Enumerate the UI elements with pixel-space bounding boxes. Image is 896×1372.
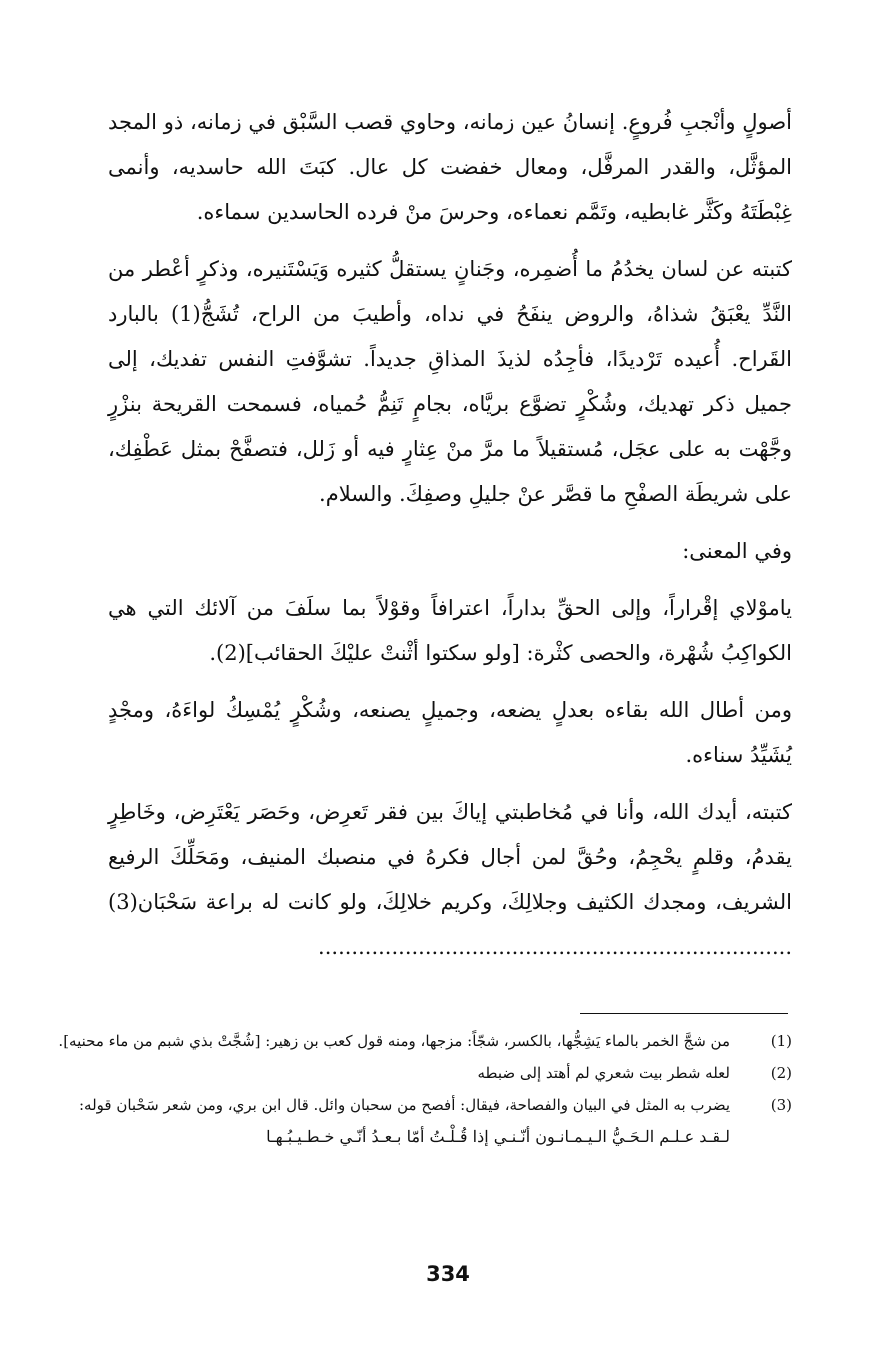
footnote xyxy=(52,1028,792,1054)
paragraph: ومن أطال الله بقاءه بعدلٍ يضعه، وجميلٍ يصنعه، وشُكْرٍ يُمْسِكُ لواءَهُ، ومجْدٍ يُشَيِّدُ سناءه. xyxy=(108,698,792,767)
paragraph: كتبته، أيدك الله، وأنا في مُخاطبتي إياكَ بين فقر تَعرِض، وحَصَر يَعْتَرِض، وخَاطِرٍ يقدمُ، وقلمٍ يحْجِمُ، وحُقَّ لمن أجال فكرهُ في منصبك المنيف، ومَحَلِّكَ الرفيع الشريف، ومجدك الكثيف وجلالِكَ، وكريم خلالِكَ، ولو كانت له براعة سَحْبَان(3) ....................................................................... xyxy=(108,800,792,959)
paragraph: ياموْلاي إقْراراً، وإلى الحقِّ بداراً، اعترافاً وقوْلاً بما سلَفَ من آلائك التي هي الكواكِبُ شُهْرة، والحصى كثْرة: [ولو سكتوا أثْنتْ عليْكَ الحقائب](2). xyxy=(108,596,792,665)
footnote-number: (3) xyxy=(770,1096,792,1114)
footnotes xyxy=(52,1028,792,1150)
footnote-number: (1) xyxy=(770,1032,792,1050)
paragraph: كتبته عن لسان يخدُمُ ما أُضمِره، وجَنانٍ يستقلُّ كثيره وَيَسْتَنيره، وذكرٍ أعْطر من النَّدِّ يعْبَقُ شذاهُ، والروض ينفَحُ في نداه، وأطيبَ من الراح، تُشَجُّ(1) بالبارد القَراح. أُعيده تَرْديدًا، فأجِدُه لذيذَ المذاقِ جديداً. تشوَّفتِ النفس تفديك، إلى جميل ذكر تهديك، وشُكْرٍ تضوَّع بريَّاه، بجامٍ تَنِمُّ حُمياه، فسمحت القريحة بنزْرٍ وجَّهْت به على عجَل، مُستقيلاً ما مرَّ منْ عِثارٍ فيه أو زَلل، فتصفَّحْ بمثل عَطْفِك، على شريطَة الصفْحِ ما قصَّر عنْ جليلِ وصفِكَ. والسلام. xyxy=(108,257,792,506)
footnote-text: من شجَّ الخمر بالماء يَشِجُّها، بالكسر، شجّاً: مزجها، ومنه قول كعب بن زهير: [شُجَّتْ بذي شبم من ماء محنيه]. xyxy=(58,1032,730,1050)
page-number: 334 xyxy=(426,1262,470,1286)
main-text xyxy=(108,100,792,982)
footnote-text: يضرب به المثل في البيان والفصاحة، فيقال: أفصح من سحبان وائل. قال ابن بري، ومن شعر سَحْبان قوله: xyxy=(78,1096,730,1114)
footnote-divider xyxy=(580,1013,788,1014)
footnote-text: لعله شطر بيت شعري لم أهتد إلى ضبطه xyxy=(477,1064,730,1082)
poetry-verse: لـقـد عـلـم الـحَـيُّ الـيـمـانـون أنّـنـي إذا قُـلْـتُ أمّا بـعـدُ أنّـي خـطـيـبُـهـا xyxy=(266,1127,730,1146)
footnote xyxy=(52,1060,792,1086)
footnote xyxy=(52,1092,792,1118)
section-heading: وفي المعنى: xyxy=(682,539,792,563)
footnote-number: (2) xyxy=(770,1064,792,1082)
paragraph: أصولٍ وأنْجبِ فُروعٍ. إنسانُ عين زمانه، وحاوي قصب السَّبْق في زمانه، ذو المجد المؤثَّل، والقدر المرفَّل، ومعال خفضت كل عال. كبَتَ الله حاسديه، وأنمى غِبْطَتَهُ وكَثَّر غابطيه، وتَمَّم نعماءه، وحرسَ منْ فرده الحاسدين سماءه. xyxy=(108,110,792,224)
